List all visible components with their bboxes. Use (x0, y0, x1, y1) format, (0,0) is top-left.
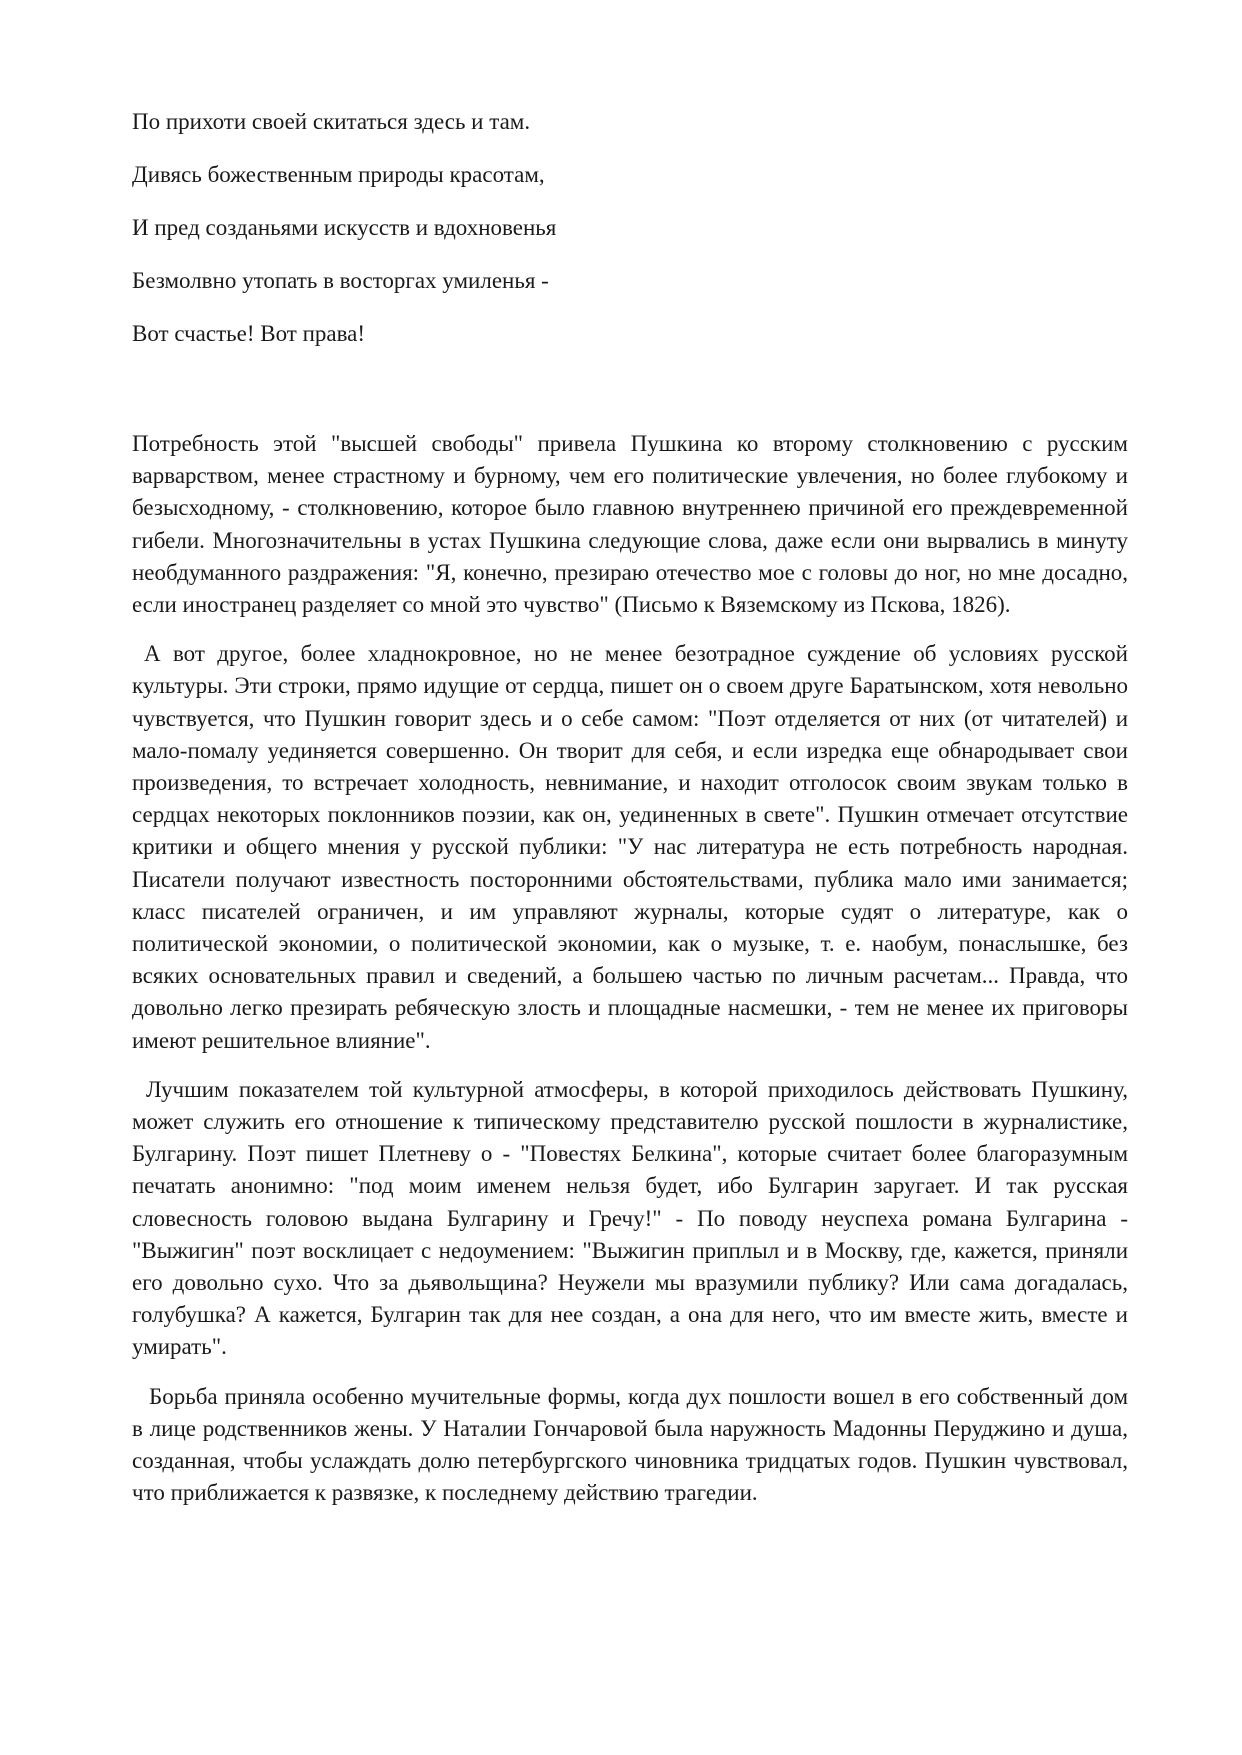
paragraph: Борьба приняла особенно мучительные формы, когда дух пошлости вошел в его собственный дом в лице родственников жены. У Наталии Гончаровой была наружность Мадонны Перуджино и душа, созданная, чтобы услаждать долю петербургского чиновника тридцатых годов. Пушкин чувствовал, что приближается к развязке, к последнему действию трагедии. (132, 1383, 1128, 1506)
paragraph: Лучшим показателем той культурной атмосферы, в которой приходилось действовать Пушкину, может служить его отношение к типическому представителю русской пошлости в журналистике, Булгарину. Поэт пишет Плетневу о - "Повестях Белкина", которые считает более благоразумным печатать анонимно: "под моим именем нельзя будет, ибо Булгарин заругает. И так русская словесность головою выдана Булгарину и Гречу!" - По поводу неуспеха романа Булгарина - "Выжигин" поэт восклицает с недоумением: "Выжигин приплыл и в Москву, где, кажется, приняли его довольно сухо. Что за дьявольщина? Неужели мы вразумили публику? Или сама догадалась, голубушка? А кажется, Булгарин так для нее создан, а она для него, что им вместе жить, вместе и умирать". (132, 1076, 1128, 1360)
verse-line: Безмолвно утопать в восторгах умиленья - (132, 268, 549, 293)
verse-line: Дивясь божественным природы красотам, (132, 162, 545, 187)
paragraph: А вот другое, более хладнокровное, но не менее безотрадное суждение об условиях русской культуры. Эти строки, прямо идущие от сердца, пишет он о своем друге Баратынском, хотя невольно чувствуется, что Пушкин говорит здесь и о себе самом: "Поэт отделяется от них (от читателей) и мало-помалу уединяется совершенно. Он творит для себя, и если изредка еще обнародывает свои произведения, то встречает холодность, невнимание, и находит отголосок своим звукам только в сердцах некоторых поклонников поэзии, как он, уединенных в свете". Пушкин отмечает отсутствие критики и общего мнения у русской публики: "У нас литература не есть потребность народная. Писатели получают известность посторонними обстоятельствами, публика мало ими занимается; класс писателей ограничен, и им управляют журналы, которые судят о литературе, как о политической экономии, о политической экономии, как о музыке, т. е. наобум, понаслышке, без всяких основательных правил и сведений, а большею частью по личным расчетам... Правда, что довольно легко презирать ребяческую злость и площадные насмешки, - тем не менее их приговоры имеют решительное влияние". (132, 641, 1128, 1053)
verse-line: Вот счастье! Вот права! (132, 321, 366, 346)
prose-body (132, 428, 1128, 1510)
verse-stanza (132, 108, 1032, 373)
verse-line: По прихоти своей скитаться здесь и там. (132, 109, 531, 134)
paragraph: Потребность этой "высшей свободы" привела Пушкина ко второму столкновению с русским варварством, менее страстному и бурному, чем его политические увлечения, но более глубокому и безысходному, - столкновению, которое было главною внутреннею причиной его преждевременной гибели. Многозначительны в устах Пушкина следующие слова, даже если они вырвались в минуту необдуманного раздражения: "Я, конечно, презираю отечество мое с головы до ног, но мне досадно, если иностранец разделяет со мной это чувство" (Письмо к Вяземскому из Пскова, 1826). (132, 431, 1128, 618)
verse-line: И пред созданьями искусств и вдохновенья (132, 215, 557, 240)
